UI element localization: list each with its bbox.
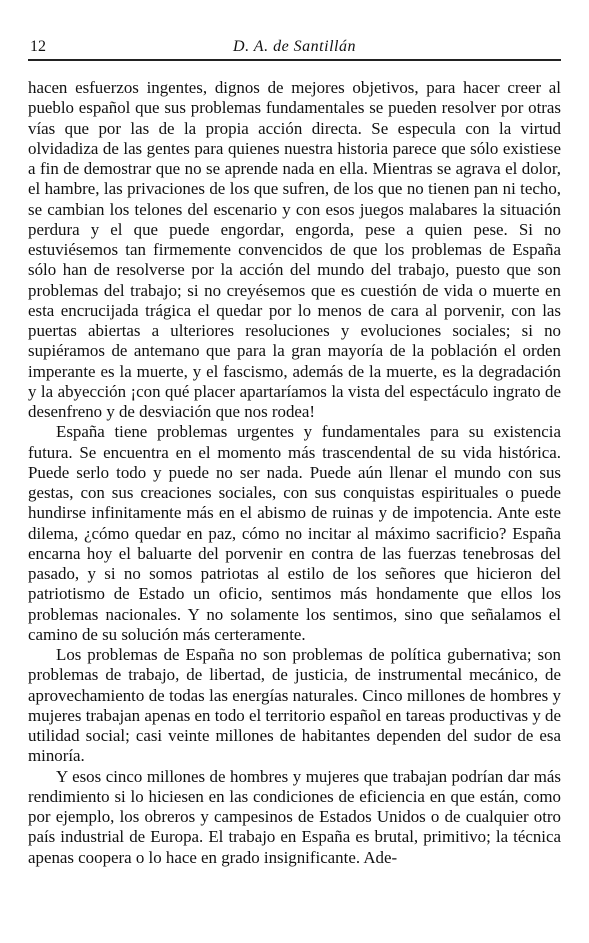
paragraph-3: Los problemas de España no son problemas de política gubernativa; son problemas de trabajo, de libertad, de justicia, de instrumental mecánico, de aprovechamiento de todas las energías naturales. Cinco millones de hombres y mujeres trabajan apenas en todo el territorio español en tareas productivas y de utilidad social; casi veinte millones de habitantes dependen del sudor de esa minoría. [28,645,561,766]
paragraph-2: España tiene problemas urgentes y fundamentales para su existencia futura. Se encuentra en el momento más trascendental de su vida histórica. Puede serlo todo y puede no ser nada. Puede aún llenar el mundo con sus gestas, con sus creaciones sociales, con sus conquistas espirituales o puede hundirse infinitamente más en el abismo de ruinas y de impotencia. Ante este dilema, ¿cómo quedar en paz, cómo no incitar al máximo sacrificio? España encarna hoy el baluarte del porvenir en contra de las fuerzas tenebrosas del pasado, y si no somos patriotas al estilo de los señores que hicieron del patriotismo de Estado un oficio, sentimos más hondamente que ellos los problemas nacionales. Y no solamente los sentimos, sino que señalamos el camino de su solución más certeramente. [28,422,561,644]
body-text [28,78,561,868]
running-title: D. A. de Santillán [233,38,356,55]
page-number: 12 [30,38,46,55]
page-header [28,38,561,60]
paragraph-4: Y esos cinco millones de hombres y mujeres que trabajan podrían dar más rendimiento si lo hiciesen en las condiciones de eficiencia en que están, como por ejemplo, los obreros y campesinos de Estados Unidos o de cualquier otro país industrial de Europa. El trabajo en España es brutal, primitivo; la técnica apenas coopera o lo hace en grado insignificante. Ade- [28,766,561,867]
paragraph-1: hacen esfuerzos ingentes, dignos de mejores objetivos, para hacer creer al pueblo español que sus problemas fundamentales se pueden resolver por otras vías que por las de la propia acción directa. Se especula con la virtud olvidadiza de las gentes para quienes nuestra historia parece que sólo existiese a fin de demostrar que no se aprende nada en ella. Mientras se agrava el dolor, el hambre, las privaciones de los que sufren, de los que no tienen pan ni techo, se cambian los telones del escenario y con esos juegos malabares la situación perdura y el que puede engordar, engorda, pese a quien pese. Si no estuviésemos tan firmemente convencidos de que los problemas de España sólo han de resolverse por la acción del mundo del trabajo, puesto que son problemas del trabajo; si no creyésemos que es cuestión de vida o muerte en esta encrucijada trágica el quedar por lo menos de cara al porvenir, con las puertas abiertas a ulteriores resoluciones y evoluciones sociales; si no supiéramos de antemano que para la gran mayoría de la población el orden imperante es la muerte, y el fascismo, además de la muerte, es la degradación y la abyección ¡con qué placer apartaríamos la vista del espectáculo ingrato de desenfreno y de desviación que nos rodea! [28,78,561,421]
header-rule [28,59,561,61]
